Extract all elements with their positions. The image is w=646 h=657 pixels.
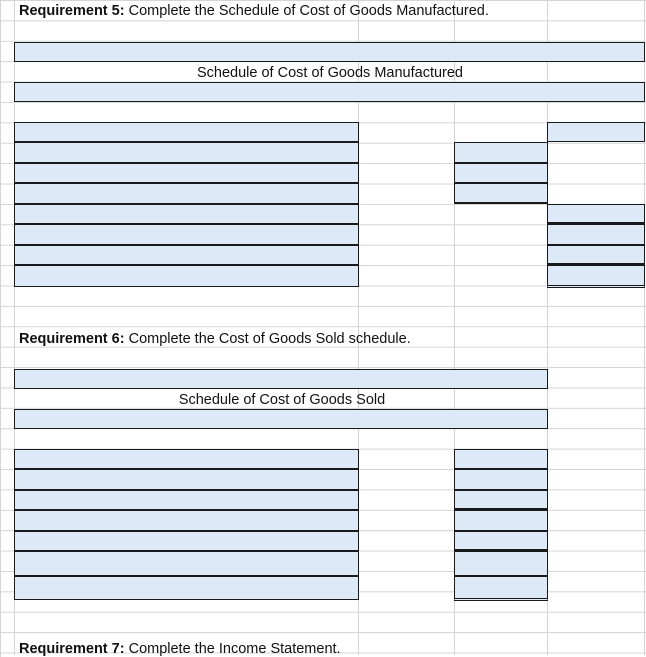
cogs-label-input[interactable] <box>14 551 359 576</box>
cogm-title: Schedule of Cost of Goods Manufactured <box>197 65 463 81</box>
cogm-label-input[interactable] <box>14 122 359 142</box>
cogs-period-input[interactable] <box>14 409 548 429</box>
cogm-label-input[interactable] <box>14 204 359 224</box>
requirement-5-heading <box>19 3 489 19</box>
requirement-7-label: Requirement 7: <box>19 641 125 657</box>
cogs-amount-input[interactable] <box>454 469 548 490</box>
requirement-6-label: Requirement 6: <box>19 331 125 347</box>
requirement-6-text: Complete the Cost of Goods Sold schedule. <box>128 331 411 347</box>
cogm-total-input[interactable] <box>547 122 645 142</box>
cogm-label-input[interactable] <box>14 163 359 183</box>
cogm-total-input[interactable] <box>547 265 645 288</box>
cogm-label-input[interactable] <box>14 245 359 265</box>
cogm-amount-input[interactable] <box>454 142 548 163</box>
cogs-label-input[interactable] <box>14 576 359 600</box>
cogs-amount-input[interactable] <box>454 449 548 469</box>
cogm-label-input[interactable] <box>14 265 359 287</box>
cogm-amount-input[interactable] <box>454 183 548 204</box>
cogs-amount-input[interactable] <box>454 510 548 531</box>
cogm-label-input[interactable] <box>14 183 359 204</box>
cogm-amount-input[interactable] <box>454 163 548 183</box>
requirement-7-text: Complete the Income Statement. <box>128 641 341 657</box>
requirement-6-heading <box>19 331 411 347</box>
cogm-total-input[interactable] <box>547 245 645 265</box>
cogm-total-input[interactable] <box>547 204 645 224</box>
cogs-amount-input[interactable] <box>454 531 548 551</box>
cogm-label-input[interactable] <box>14 142 359 163</box>
requirement-5-label: Requirement 5: <box>19 3 125 19</box>
cogs-title: Schedule of Cost of Goods Sold <box>178 392 386 408</box>
cogm-label-input[interactable] <box>14 224 359 245</box>
cogs-amount-input[interactable] <box>454 576 548 601</box>
cogs-amount-input[interactable] <box>454 490 548 510</box>
cogs-company-name-input[interactable] <box>14 369 548 389</box>
cogs-amount-input[interactable] <box>454 551 548 576</box>
cogs-label-input[interactable] <box>14 469 359 490</box>
cogm-company-name-input[interactable] <box>14 42 645 62</box>
cogs-label-input[interactable] <box>14 510 359 531</box>
cogm-period-input[interactable] <box>14 82 645 102</box>
cogs-label-input[interactable] <box>14 490 359 510</box>
requirement-5-text: Complete the Schedule of Cost of Goods Manufactured. <box>128 3 489 19</box>
cogs-label-input[interactable] <box>14 531 359 551</box>
cogm-total-input[interactable] <box>547 224 645 245</box>
cogs-label-input[interactable] <box>14 449 359 469</box>
